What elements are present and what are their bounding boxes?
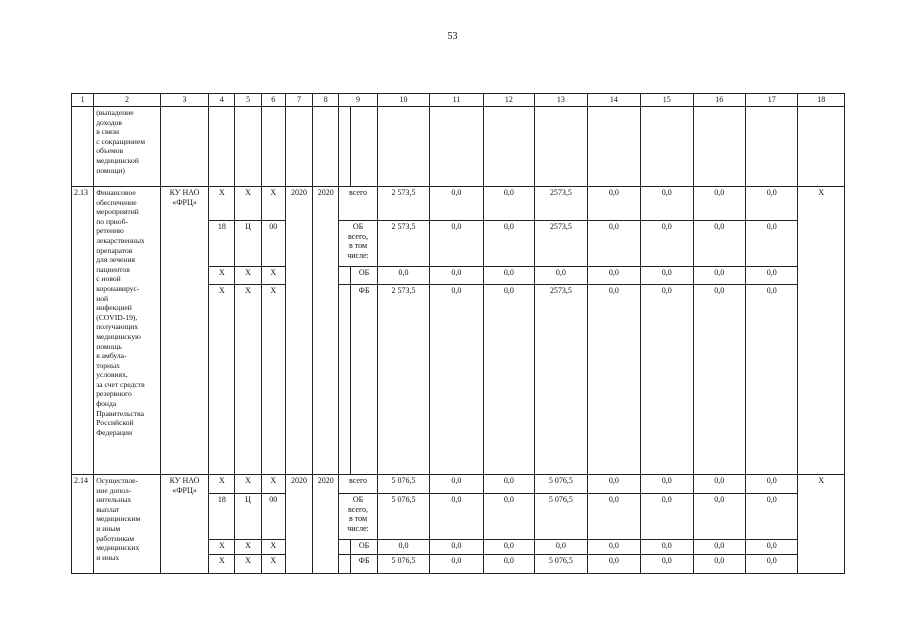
value-cell: 0,0 [483, 221, 534, 267]
item-number: 2.13 [72, 187, 94, 475]
value-cell: 0,0 [430, 285, 483, 475]
budget-code-cell: Х [261, 187, 285, 221]
value-cell: 5 076,5 [377, 475, 429, 494]
column-number-row [72, 94, 845, 107]
value-cell: 2 573,5 [377, 221, 429, 267]
value-cell: 0,0 [745, 540, 797, 555]
value-cell: 0,0 [430, 540, 483, 555]
funding-source: всего [339, 187, 377, 221]
empty-cell [693, 107, 745, 187]
value-cell: 2573,5 [535, 221, 587, 267]
responsible-executor: КУ НАО «ФРЦ» [160, 187, 208, 475]
value-cell: 0,0 [693, 540, 745, 555]
budget-code-cell: Х [261, 285, 285, 475]
budget-table [71, 93, 845, 574]
value-cell: 5 076,5 [535, 475, 587, 494]
continued-row [72, 107, 845, 187]
value-cell: 0,0 [587, 221, 640, 267]
value-cell: 0,0 [483, 267, 534, 285]
value-cell: 0,0 [745, 285, 797, 475]
budget-code-cell: Х [209, 475, 235, 494]
empty-cell [587, 107, 640, 187]
value-cell: 0,0 [430, 555, 483, 574]
continued-description: (выпадение доходов в связи с сокращением объемов медицинской помощи) [94, 107, 161, 187]
value-cell: 0,0 [483, 187, 534, 221]
value-cell: 0,0 [693, 555, 745, 574]
column-18-mark: Х [798, 187, 845, 475]
value-cell: 0,0 [587, 267, 640, 285]
empty-cell [235, 107, 261, 187]
budget-code-cell: Х [235, 267, 261, 285]
column-header: 5 [235, 94, 261, 107]
value-cell: 0,0 [693, 494, 745, 540]
value-cell: 0,0 [587, 285, 640, 475]
value-cell: 0,0 [693, 475, 745, 494]
budget-code-cell: Х [209, 267, 235, 285]
spacer-cell [339, 107, 351, 187]
budget-code-cell: Х [261, 540, 285, 555]
value-cell: 0,0 [377, 540, 429, 555]
value-cell: 0,0 [430, 475, 483, 494]
value-cell: 0,0 [641, 285, 693, 475]
empty-cell [377, 107, 429, 187]
budget-code-cell: Х [209, 187, 235, 221]
budget-code-cell: Х [235, 555, 261, 574]
column-header: 4 [209, 94, 235, 107]
budget-code-cell: Х [235, 187, 261, 221]
value-cell: 0,0 [745, 555, 797, 574]
column-header: 8 [313, 94, 339, 107]
funding-source: ОБ всего, в том числе: [339, 221, 377, 267]
empty-cell [160, 107, 208, 187]
budget-code-cell: Х [209, 540, 235, 555]
column-18-mark: Х [798, 475, 845, 574]
budget-code-cell: Х [209, 555, 235, 574]
column-header: 2 [94, 94, 161, 107]
value-cell: 0,0 [535, 267, 587, 285]
value-cell: 0,0 [430, 267, 483, 285]
item-description: Осуществле- ние допол- нительных выплат медицинским и иным работникам медицинских и иных [94, 475, 161, 574]
item-number: 2.14 [72, 475, 94, 574]
value-cell: 0,0 [641, 221, 693, 267]
value-cell: 0,0 [430, 494, 483, 540]
value-cell: 5 076,5 [535, 494, 587, 540]
budget-code-cell: Х [209, 285, 235, 475]
spacer-cell [339, 285, 351, 475]
end-year: 2020 [313, 475, 339, 574]
empty-cell [798, 107, 845, 187]
item-description: Финансовое обеспечение мероприятий по приоб- ретению лекарственных препаратов для лечения пациентов с новой коронавирус- ной инфекцией (COVID-19), получающих медицинскую помощь в амбула- торных условиях, за счет средств резервного фонда Правительства Российской Федерации [94, 187, 161, 475]
value-cell: 0,0 [483, 494, 534, 540]
value-cell: 0,0 [587, 475, 640, 494]
empty-cell [261, 107, 285, 187]
column-header: 11 [430, 94, 483, 107]
table-row [72, 187, 845, 221]
value-cell: 5 076,5 [535, 555, 587, 574]
value-cell: 0,0 [483, 475, 534, 494]
value-cell: 0,0 [587, 540, 640, 555]
value-cell: 0,0 [641, 187, 693, 221]
column-header: 6 [261, 94, 285, 107]
funding-source: всего [339, 475, 377, 494]
value-cell: 5 076,5 [377, 555, 429, 574]
value-cell: 0,0 [745, 267, 797, 285]
column-header: 17 [745, 94, 797, 107]
value-cell: 0,0 [587, 494, 640, 540]
column-header: 9 [339, 94, 377, 107]
value-cell: 0,0 [745, 494, 797, 540]
spacer-cell [339, 540, 351, 555]
value-cell: 0,0 [587, 555, 640, 574]
funding-source: ФБ [351, 285, 377, 475]
value-cell: 0,0 [693, 267, 745, 285]
spacer-cell [339, 267, 351, 285]
value-cell: 0,0 [693, 285, 745, 475]
empty-cell [285, 107, 312, 187]
value-cell: 5 076,5 [377, 494, 429, 540]
value-cell: 0,0 [641, 494, 693, 540]
table-row [72, 475, 845, 494]
column-header: 1 [72, 94, 94, 107]
value-cell: 2573,5 [535, 187, 587, 221]
empty-cell [209, 107, 235, 187]
column-header: 18 [798, 94, 845, 107]
column-header: 16 [693, 94, 745, 107]
budget-code-cell: 00 [261, 494, 285, 540]
budget-code-cell: Х [235, 475, 261, 494]
column-header: 10 [377, 94, 429, 107]
column-header: 12 [483, 94, 534, 107]
value-cell: 0,0 [430, 221, 483, 267]
empty-cell [483, 107, 534, 187]
funding-source: ОБ всего, в том числе: [339, 494, 377, 540]
value-cell: 2573,5 [535, 285, 587, 475]
column-header: 15 [641, 94, 693, 107]
value-cell: 0,0 [483, 285, 534, 475]
value-cell: 0,0 [483, 555, 534, 574]
column-header: 13 [535, 94, 587, 107]
funding-source: ОБ [351, 267, 377, 285]
column-header: 3 [160, 94, 208, 107]
start-year: 2020 [285, 475, 312, 574]
responsible-executor: КУ НАО «ФРЦ» [160, 475, 208, 574]
value-cell: 2 573,5 [377, 187, 429, 221]
value-cell: 0,0 [641, 540, 693, 555]
budget-code-cell: Х [261, 555, 285, 574]
value-cell: 0,0 [745, 475, 797, 494]
empty-cell [313, 107, 339, 187]
funding-source: ФБ [351, 555, 377, 574]
value-cell: 0,0 [745, 221, 797, 267]
budget-code-cell: Х [261, 267, 285, 285]
budget-code-cell: Х [261, 475, 285, 494]
value-cell: 0,0 [535, 540, 587, 555]
start-year: 2020 [285, 187, 312, 475]
value-cell: 0,0 [430, 187, 483, 221]
empty-cell [430, 107, 483, 187]
empty-cell [72, 107, 94, 187]
value-cell: 0,0 [745, 187, 797, 221]
value-cell: 0,0 [641, 555, 693, 574]
value-cell: 0,0 [377, 267, 429, 285]
column-header: 14 [587, 94, 640, 107]
budget-code-cell: 18 [209, 221, 235, 267]
empty-cell [641, 107, 693, 187]
end-year: 2020 [313, 187, 339, 475]
value-cell: 2 573,5 [377, 285, 429, 475]
value-cell: 0,0 [641, 267, 693, 285]
value-cell: 0,0 [693, 221, 745, 267]
budget-code-cell: Ц [235, 494, 261, 540]
funding-source: ОБ [351, 540, 377, 555]
empty-cell [535, 107, 587, 187]
value-cell: 0,0 [693, 187, 745, 221]
column-header: 7 [285, 94, 312, 107]
budget-code-cell: Ц [235, 221, 261, 267]
budget-code-cell: 00 [261, 221, 285, 267]
empty-cell [745, 107, 797, 187]
value-cell: 0,0 [641, 475, 693, 494]
value-cell: 0,0 [483, 540, 534, 555]
value-cell: 0,0 [587, 187, 640, 221]
budget-code-cell: Х [235, 540, 261, 555]
budget-code-cell: 18 [209, 494, 235, 540]
empty-cell [351, 107, 377, 187]
page-number: 53 [447, 31, 458, 42]
budget-code-cell: Х [235, 285, 261, 475]
spacer-cell [339, 555, 351, 574]
